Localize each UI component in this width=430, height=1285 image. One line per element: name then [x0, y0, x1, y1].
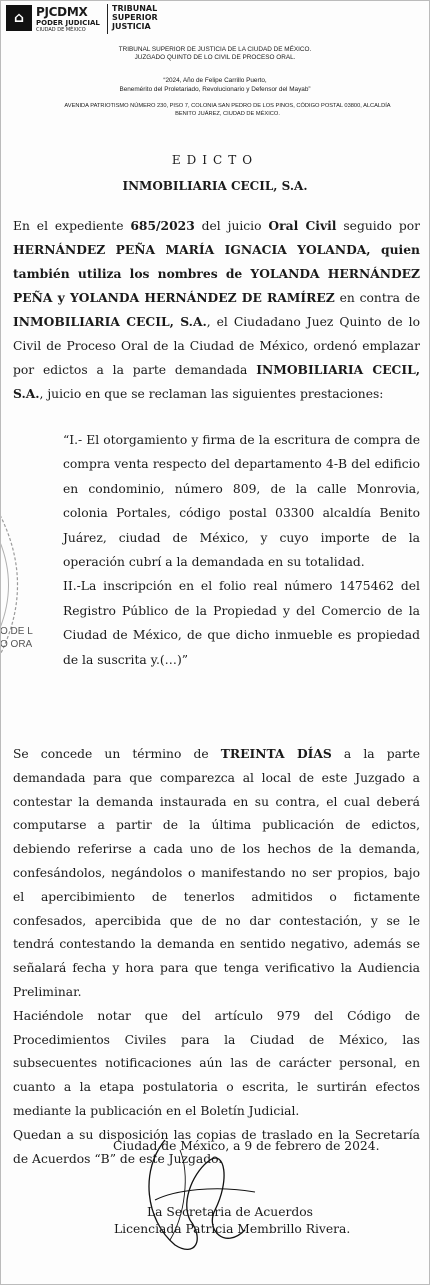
text: , el Ciudadano Juez Quinto de lo Civil de Proceso Oral de la Ciudad de México, ordenó emplazar por edictos a la parte demandada	[13, 315, 420, 377]
date-place: Ciudad de México, a 9 de febrero de 2024.	[113, 1139, 380, 1153]
copies-paragraph: Quedan a su disposición las copias de traslado en la Secretaría de Acuerdos “B” de este Juzgado.	[13, 1127, 420, 1166]
signer-title: La Secretaria de Acuerdos	[147, 1205, 313, 1219]
plaintiff-name: HERNÁNDEZ PEÑA MARÍA IGNACIA YOLANDA, quien también utiliza los nombres de YOLANDA HERNÁNDEZ PEÑA y YOLANDA HERNÁNDEZ DE RAMÍREZ	[13, 242, 420, 305]
header-divider	[107, 4, 108, 34]
institution-line: TRIBUNAL SUPERIOR DE JUSTICIA DE LA CIUDAD DE MÉXICO.	[118, 46, 312, 53]
logo-mark: PJCDMX	[36, 5, 88, 19]
seal-text	[0, 625, 33, 651]
text: , juicio en que se reclaman las siguientes prestaciones:	[39, 387, 384, 401]
logo-emblem-icon: ⌂	[6, 5, 32, 31]
tribunal-label	[112, 4, 158, 31]
text: En el expediente	[13, 219, 131, 233]
text: del juicio	[194, 219, 269, 233]
text: a la parte demandada para que comparezca al local de este Juzgado a contestar la demanda instaurada en su contra, el cual deberá computarse a partir de la última publicación de edictos, debiendo referirse a cada uno de los hechos de la demanda, confesándolos, negándolos o manifestando no ser propios, bajo el apercibimiento de tenerlos admitidos o fictamente confesados, apercibida que de no dar contestación, y se le tendrá contestando la demanda en sentido negativo, además se señalará fecha y hora para que tenga verificativo la Audiencia Preliminar.	[13, 747, 421, 999]
claims-quote	[63, 428, 420, 672]
claim-item: “I.- El otorgamiento y firma de la escritura de compra de compra venta respecto del departamento 4-B del edificio en condominio, número 809, de la calle Monrovia, colonia Portales, código postal 03300 alcaldía Benito Juárez, ciudad de México, y cuyo importe de la operación cubrí a la demandada en su totalidad.	[63, 433, 420, 570]
defendant-name: INMOBILIARIA CECIL, S.A.	[13, 362, 420, 401]
claim-item: II.-La inscripción en el folio real número 1475462 del Registro Público de la Propiedad y del Comercio de la Ciudad de México, de que dicho inmueble es propiedad de la suscrita y.(…)”	[63, 579, 420, 667]
juicio-type: Oral Civil	[268, 218, 337, 233]
seal-text-line: O DE L	[0, 626, 33, 637]
address-line: BENITO JUÁREZ, CIUDAD DE MÉXICO.	[175, 111, 280, 117]
pjcdmx-logo	[6, 5, 106, 33]
address-line: AVENIDA PATRIOTISMO NÚMERO 230, PISO 7, COLONIA SAN PEDRO DE LOS PINOS, CÓDIGO POSTAL 03800, ALCALDÍA	[64, 103, 391, 109]
tribunal-line: SUPERIOR	[112, 13, 158, 22]
defendant-name: INMOBILIARIA CECIL, S.A.	[13, 314, 207, 329]
expediente-number: 685/2023	[130, 218, 195, 233]
seal-text-line: O ORA	[0, 639, 33, 650]
notice-paragraph: Haciéndole notar que del artículo 979 del Código de Procedimientos Civiles para la Ciudad de México, las subsecuentes notificaciones aún las de carácter personal, en cuanto a la etapa postulatoria o escrita, le surtirán efectos mediante la publicación en el Boletín Judicial.	[13, 1008, 420, 1118]
intro-paragraph	[13, 214, 420, 406]
company-title: INMOBILIARIA CECIL, S.A.	[122, 179, 308, 193]
document-heading: EDICTO	[171, 153, 259, 167]
term-paragraph	[13, 742, 420, 1171]
year-motto-line: Benemérito del Proletariado, Revolucionario y Defensor del Mayab”	[119, 86, 311, 93]
court-line: JUZGADO QUINTO DE LO CIVIL DE PROCESO ORAL.	[134, 54, 296, 61]
year-motto-line: “2024, Año de Felipe Carrillo Puerto,	[163, 77, 267, 84]
text: Se concede un término de	[13, 747, 221, 761]
tribunal-line: TRIBUNAL	[112, 4, 158, 13]
term-length: TREINTA DÍAS	[220, 746, 332, 761]
text: en contra de	[334, 291, 420, 305]
tribunal-line: JUSTICIA	[112, 22, 151, 31]
text: seguido por	[336, 219, 420, 233]
logo-subtitle: PODER JUDICIAL	[36, 19, 100, 27]
signer-name: Licenciada Patricia Membrillo Rivera.	[114, 1222, 351, 1236]
logo-subtitle-city: CIUDAD DE MÉXICO	[36, 27, 86, 33]
